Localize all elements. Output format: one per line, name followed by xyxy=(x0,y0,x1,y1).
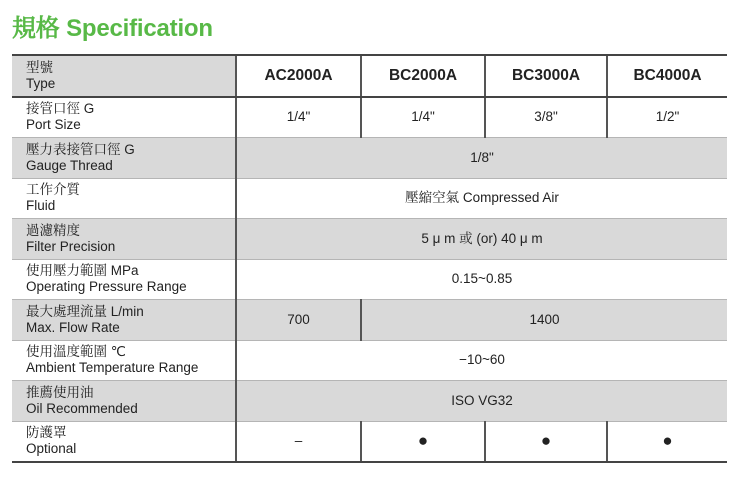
bullet-icon: ● xyxy=(361,421,485,462)
label-zh: 過濾精度 xyxy=(26,222,80,238)
model-header: BC4000A xyxy=(607,55,727,97)
table-cell: 1/4" xyxy=(236,97,361,138)
label-en: Oil Recommended xyxy=(26,400,138,416)
row-label xyxy=(12,219,236,260)
table-row xyxy=(12,381,727,422)
table-cell: 1/2" xyxy=(607,97,727,138)
label-zh: 推薦使用油 xyxy=(26,384,94,400)
label-en: Filter Precision xyxy=(26,238,116,254)
table-cell: 1/4" xyxy=(361,97,485,138)
row-label xyxy=(12,300,236,341)
label-zh: 最大處理流量 L/min xyxy=(26,303,144,319)
bullet-icon: ● xyxy=(607,421,727,462)
table-cell: 1/8" xyxy=(236,138,727,179)
row-label xyxy=(12,340,236,381)
title-en: Specification xyxy=(66,15,213,42)
row-label xyxy=(12,138,236,179)
label-en: Fluid xyxy=(26,198,56,214)
spec-table xyxy=(12,54,727,463)
page-title xyxy=(12,8,213,43)
table-row xyxy=(12,178,727,219)
table-cell: – xyxy=(236,421,361,462)
table-row xyxy=(12,421,727,462)
table-row xyxy=(12,219,727,260)
label-en: Max. Flow Rate xyxy=(26,319,120,335)
title-zh: 規格 xyxy=(12,14,60,42)
label-zh: 壓力表接管口徑 G xyxy=(26,141,135,157)
label-en: Optional xyxy=(26,441,77,457)
label-zh: 使用溫度範圍 ℃ xyxy=(26,344,126,360)
label-zh: 型號 xyxy=(26,59,53,75)
model-header: AC2000A xyxy=(236,55,361,97)
table-row xyxy=(12,300,727,341)
table-cell: 3/8" xyxy=(485,97,607,138)
row-label xyxy=(12,97,236,138)
label-zh: 接管口徑 G xyxy=(26,101,95,117)
table-cell: 壓縮空氣 Compressed Air xyxy=(236,178,727,219)
table-row xyxy=(12,97,727,138)
row-label xyxy=(12,421,236,462)
table-cell: 700 xyxy=(236,300,361,341)
table-cell: −10~60 xyxy=(236,340,727,381)
table-cell: 5 μ m 或 (or) 40 μ m xyxy=(236,219,727,260)
label-en: Type xyxy=(26,75,56,91)
model-header: BC2000A xyxy=(361,55,485,97)
table-cell: 1400 xyxy=(361,300,727,341)
label-zh: 使用壓力範圍 MPa xyxy=(26,263,139,279)
table-cell: ISO VG32 xyxy=(236,381,727,422)
table-cell: 0.15~0.85 xyxy=(236,259,727,300)
row-label xyxy=(12,178,236,219)
row-label xyxy=(12,259,236,300)
label-en: Ambient Temperature Range xyxy=(26,360,199,376)
model-header: BC3000A xyxy=(485,55,607,97)
table-row xyxy=(12,138,727,179)
label-zh: 工作介質 xyxy=(26,182,80,198)
table-row xyxy=(12,259,727,300)
row-label xyxy=(12,55,236,97)
header-row xyxy=(12,55,727,97)
row-label xyxy=(12,381,236,422)
label-zh: 防護罩 xyxy=(26,425,67,441)
bullet-icon: ● xyxy=(485,421,607,462)
label-en: Port Size xyxy=(26,117,81,133)
table-row xyxy=(12,340,727,381)
label-en: Operating Pressure Range xyxy=(26,279,187,295)
label-en: Gauge Thread xyxy=(26,157,113,173)
